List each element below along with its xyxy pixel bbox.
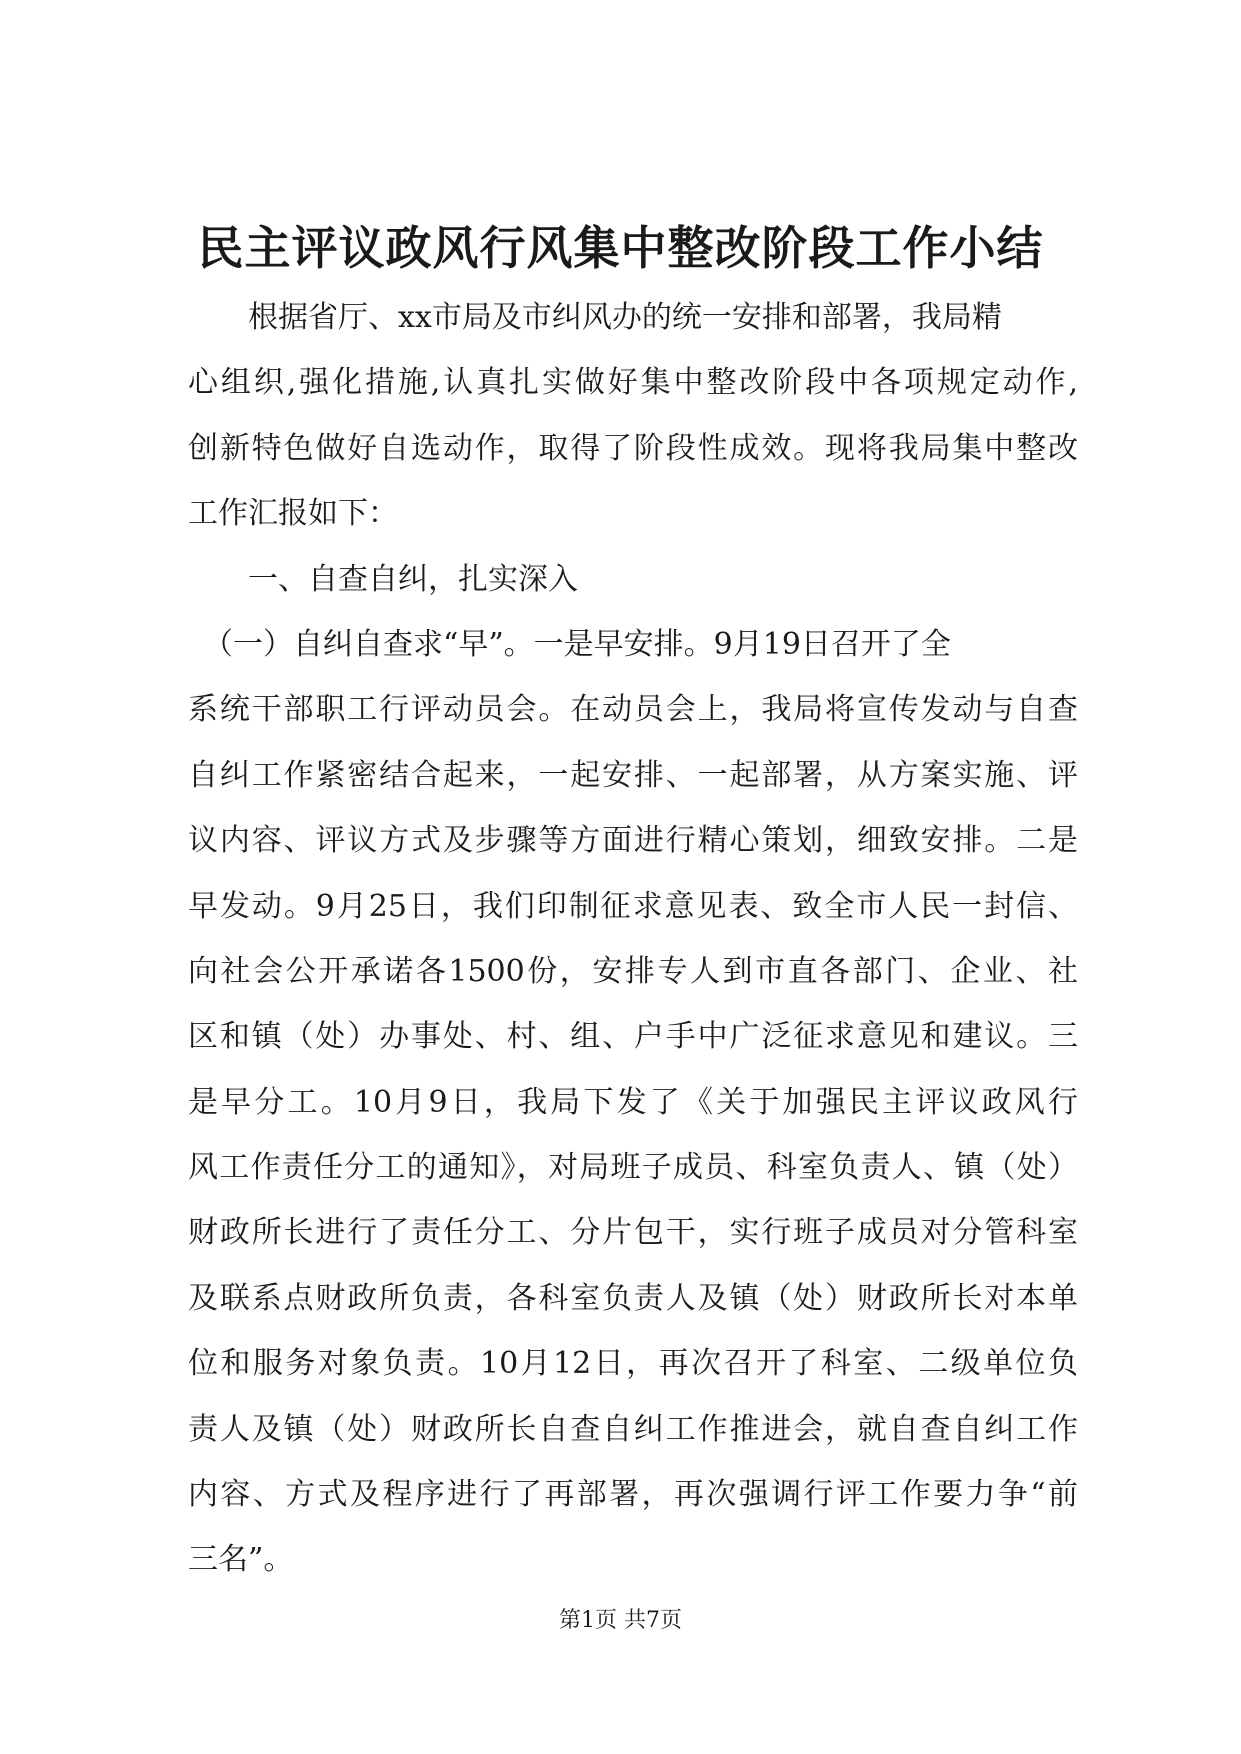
body-line: 自纠工作紧密结合起来，一起安排、一起部署，从方案实施、评	[188, 757, 1078, 793]
body-line: 工作汇报如下：	[188, 496, 398, 532]
body-line: 向社会公开承诺各1500份，安排专人到市直各部门、企业、社	[188, 953, 1078, 989]
body-line: 三名”。	[188, 1542, 294, 1578]
body-line: 早发动。9月25日，我们印制征求意见表、致全市人民一封信、	[188, 888, 1078, 924]
document-body	[188, 285, 1078, 1593]
body-line: 根据省厅、xx市局及市纠风办的统一安排和部署，我局精	[188, 300, 1002, 335]
body-line: 区和镇（处）办事处、村、组、户手中广泛征求意见和建议。三	[188, 1019, 1078, 1055]
document-title: 民主评议政风行风集中整改阶段工作小结	[197, 221, 1044, 275]
page-number-footer: 第1页 共7页	[559, 1608, 682, 1633]
body-line: （一）自纠自查求“早”。一是早安排。9月19日召开了全	[188, 626, 951, 662]
body-line: 系统干部职工行评动员会。在动员会上，我局将宣传发动与自查	[188, 692, 1078, 728]
section-heading: 一、自查自纠，扎实深入	[188, 561, 578, 597]
body-line: 创新特色做好自选动作，取得了阶段性成效。现将我局集中整改	[188, 430, 1078, 466]
body-line: 位和服务对象负责。10月12日，再次召开了科室、二级单位负	[188, 1346, 1078, 1382]
body-line: 责人及镇（处）财政所长自查自纠工作推进会，就自查自纠工作	[188, 1411, 1078, 1447]
body-line: 风工作责任分工的通知》，对局班子成员、科室负责人、镇（处）	[188, 1150, 1078, 1186]
body-line: 心组织,强化措施,认真扎实做好集中整改阶段中各项规定动作,	[188, 365, 1078, 401]
body-line: 议内容、评议方式及步骤等方面进行精心策划，细致安排。二是	[188, 823, 1078, 859]
body-line: 及联系点财政所负责，各科室负责人及镇（处）财政所长对本单	[188, 1280, 1078, 1316]
body-line: 内容、方式及程序进行了再部署，再次强调行评工作要力争“前	[188, 1477, 1078, 1513]
body-line: 财政所长进行了责任分工、分片包干，实行班子成员对分管科室	[188, 1215, 1078, 1251]
body-line: 是早分工。10月9日，我局下发了《关于加强民主评议政风行	[188, 1084, 1078, 1120]
